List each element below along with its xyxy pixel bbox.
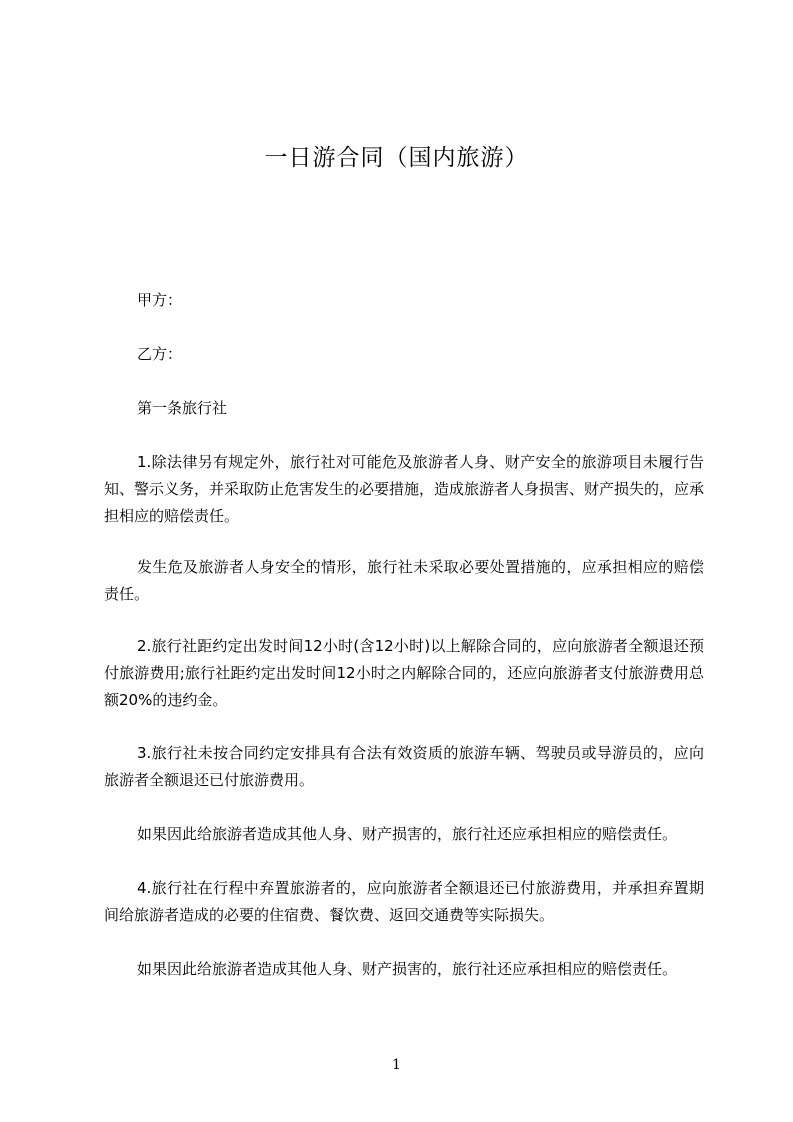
clause-2-paragraph: 2.旅行社距约定出发时间12小时(含12小时)以上解除合同的，应向旅游者全额退还预付旅游费用;旅行社距约定出发时间12小时之内解除合同的，还应向旅游者支付旅游费用总额20%的违约金。 [104, 637, 704, 709]
clause-1-supplement-paragraph: 发生危及旅游者人身安全的情形，旅行社未采取必要处置措施的，应承担相应的赔偿责任。 [104, 558, 704, 603]
document-title: 一日游合同（国内旅游） [264, 145, 529, 171]
article-1-heading: 第一条旅行社 [137, 399, 228, 417]
page-number: 1 [392, 1057, 401, 1073]
party-b-label: 乙方： [137, 345, 183, 363]
clause-3-supplement-paragraph: 如果因此给旅游者造成其他人身、财产损害的，旅行社还应承担相应的赔偿责任。 [137, 825, 678, 843]
party-a-label: 甲方： [137, 291, 183, 309]
clause-1-paragraph: 1.除法律另有规定外，旅行社对可能危及旅游者人身、财产安全的旅游项目未履行告知、警示义务，并采取防止危害发生的必要措施，造成旅游者人身损害、财产损失的，应承担相应的赔偿责任。 [104, 453, 705, 525]
clause-3-paragraph: 3.旅行社未按合同约定安排具有合法有效资质的旅游车辆、驾驶员或导游员的，应向旅游者全额退还已付旅游费用。 [104, 744, 704, 789]
clause-4-supplement-paragraph: 如果因此给旅游者造成其他人身、财产损害的，旅行社还应承担相应的赔偿责任。 [137, 960, 678, 978]
clause-4-paragraph: 4.旅行社在行程中弃置旅游者的，应向旅游者全额退还已付旅游费用，并承担弃置期间给旅游者造成的必要的住宿费、餐饮费、返回交通费等实际损失。 [104, 879, 704, 924]
